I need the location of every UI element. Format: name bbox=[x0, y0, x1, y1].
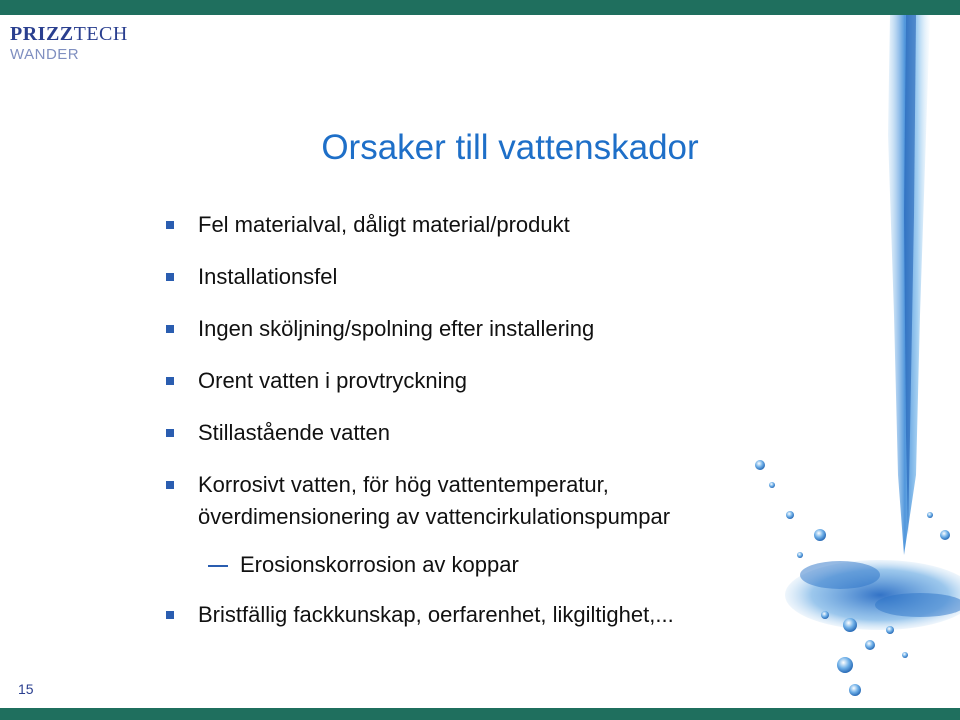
sub-bullet-text: Erosionskorrosion av koppar bbox=[240, 552, 519, 577]
slide-title: Orsaker till vattenskador bbox=[321, 128, 699, 167]
company-logo bbox=[10, 24, 128, 62]
bullet-square-icon bbox=[166, 429, 174, 437]
logo-bold-part: PRIZZ bbox=[10, 23, 74, 45]
water-splash-image bbox=[730, 15, 960, 708]
logo-line2: WANDER bbox=[10, 46, 80, 63]
logo-line1 bbox=[10, 24, 128, 44]
bullet-text: Fel materialval, dåligt material/produkt bbox=[198, 212, 570, 237]
bullet-square-icon bbox=[166, 221, 174, 229]
bullet-square-icon bbox=[166, 325, 174, 333]
bullet-square-icon bbox=[166, 481, 174, 489]
bullet-text: Korrosivt vatten, för hög vattentemperatur, bbox=[198, 472, 609, 497]
bullet-square-icon bbox=[166, 611, 174, 619]
bullet-square-icon bbox=[166, 273, 174, 281]
dash-icon bbox=[208, 565, 228, 567]
bullet-text: Bristfällig fackkunskap, oerfarenhet, likgiltighet,... bbox=[198, 602, 674, 627]
bottom-bar bbox=[0, 708, 960, 720]
logo-rest-part: TECH bbox=[73, 23, 128, 45]
bullet-square-icon bbox=[166, 377, 174, 385]
bullet-text: Orent vatten i provtryckning bbox=[198, 368, 468, 393]
bullet-text: Installationsfel bbox=[198, 264, 338, 289]
page-number: 15 bbox=[18, 681, 34, 697]
bullet-text: Stillastående vatten bbox=[198, 420, 391, 445]
bullet-text: Ingen sköljning/spolning efter installering bbox=[198, 316, 595, 341]
top-bar bbox=[0, 0, 960, 15]
bullet-text: överdimensionering av vattencirkulationspumpar bbox=[198, 504, 671, 529]
